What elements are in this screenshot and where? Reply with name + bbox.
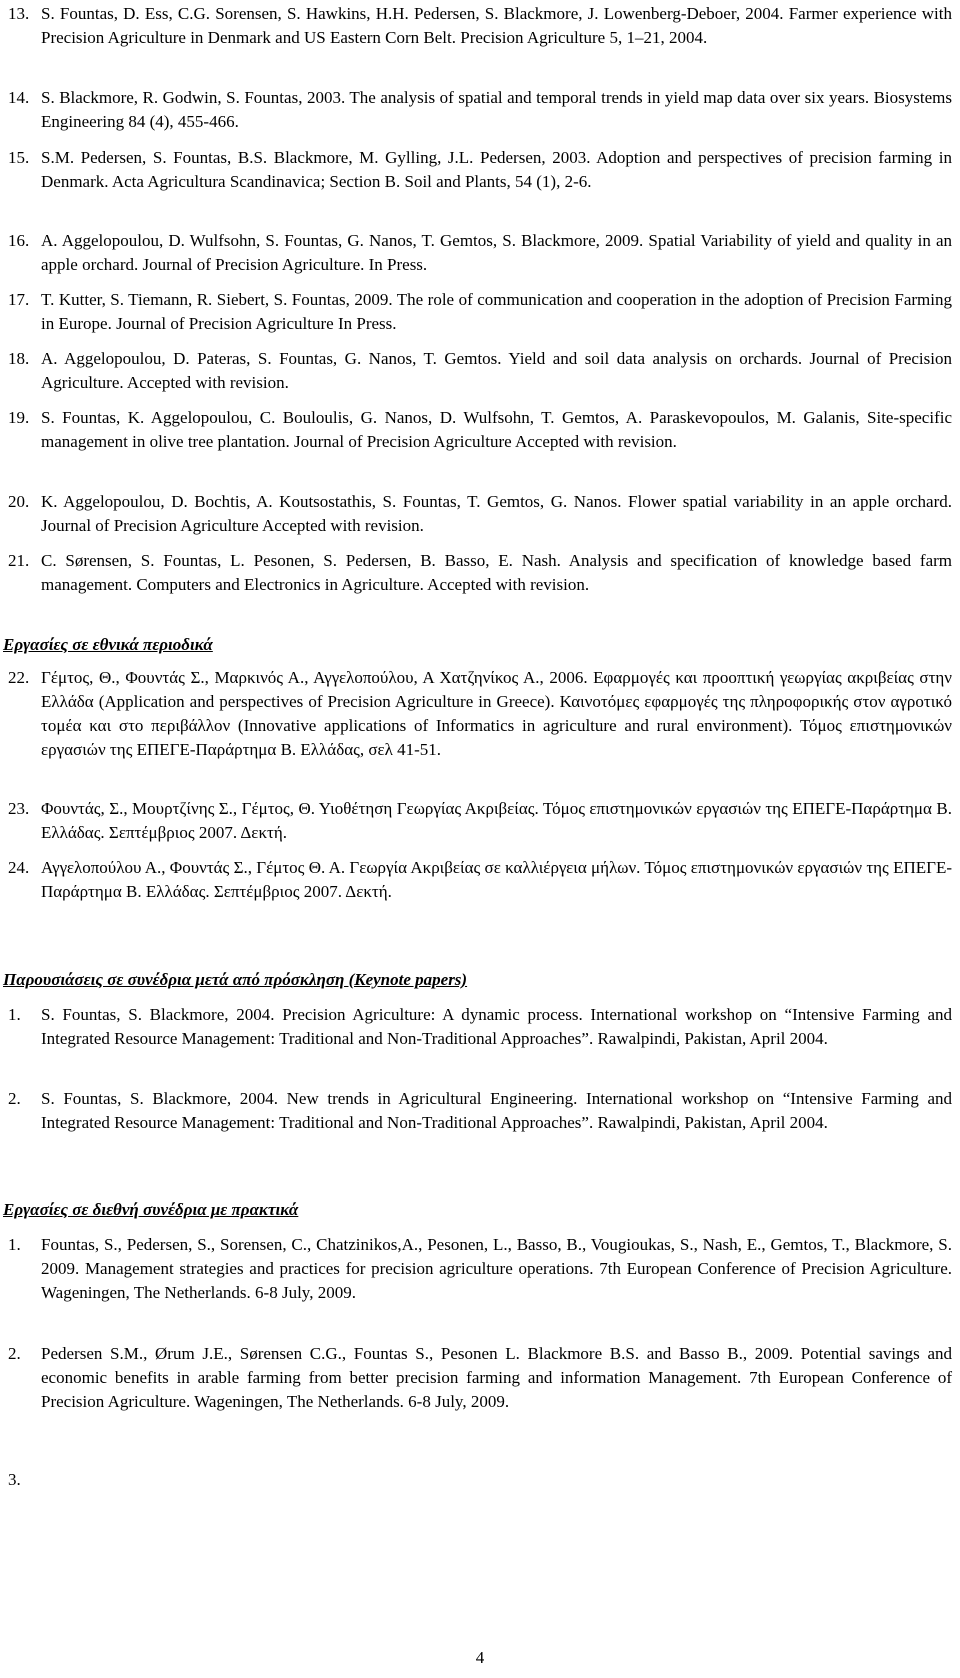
reference-text: S. Fountas, K. Aggelopoulou, C. Bouloulis, G. Nanos, D. Wulfsohn, T. Gemtos, A. Paraskevopoulos, M. Galanis, Site-specific management in olive tree plantation. Journal of Precision Agriculture Accepted with revision. [41, 408, 952, 451]
reference-number: 2. [8, 1089, 21, 1108]
section-heading-keynote-papers: Παρουσιάσεις σε συνέδρια μετά από πρόσκληση (Keynote papers) [3, 970, 468, 989]
reference-number: 15. [8, 148, 30, 167]
reference-text: S. Fountas, S. Blackmore, 2004. New trends in Agricultural Engineering. International workshop on “Intensive Farming and Integrated Resource Management: Traditional and Non-Traditional Approaches”. Rawalpindi, Pakistan, April 2004. [41, 1089, 952, 1132]
reference-item [8, 146, 952, 194]
reference-item [8, 288, 952, 336]
reference-item [8, 229, 952, 277]
reference-item [8, 797, 952, 845]
reference-number: 2. [8, 1344, 21, 1363]
reference-number: 17. [8, 290, 30, 309]
reference-text: T. Kutter, S. Tiemann, R. Siebert, S. Fountas, 2009. The role of communication and cooperation in the adoption of Precision Farming in Europe. Journal of Precision Agriculture In Press. [41, 290, 952, 333]
reference-item [8, 1087, 952, 1135]
reference-number: 21. [8, 551, 30, 570]
reference-text: Fountas, S., Pedersen, S., Sorensen, C., Chatzinikos,A., Pesonen, L., Basso, B., Vougioukas, S., Nash, E., Gemtos, T., Blackmore, S. 2009. Management strategies and practices for precision agriculture operations. 7th European Conference of Precision Agriculture. Wageningen, The Netherlands. 6-8 July, 2009. [41, 1235, 952, 1302]
reference-number: 14. [8, 88, 30, 107]
section-heading-international-conferences: Εργασίες σε διεθνή συνέδρια με πρακτικά [3, 1200, 299, 1219]
reference-text: Φουντάς, Σ., Μουρτζίνης Σ., Γέμτος, Θ. Υιοθέτηση Γεωργίας Ακριβείας. Τόμος επιστημονικών εργασιών της ΕΠΕΓΕ-Παράρτημα Β. Ελλάδας. Σεπτέμβριος 2007. Δεκτή. [41, 799, 952, 842]
reference-number: 19. [8, 408, 30, 427]
reference-text: Γέμτος, Θ., Φουντάς Σ., Μαρκινός Α., Αγγελοπούλου, Α Χατζηνίκος Α., 2006. Εφαρμογές και προοπτική γεωργίας ακριβείας στην Ελλάδα (Application and perspectives of Precision Agriculture in Greece). Καινοτόμες εφαρμογές της πληροφορικής στον αγροτικό τομέα και στο περιβάλλον (Innovative applications of Informatics in agriculture and rural environment). Τόμος επιστημονικών εργασιών της ΕΠΕΓΕ-Παράρτημα Β. Ελλάδας, σελ 41-51. [41, 668, 952, 759]
reference-text: S. Blackmore, R. Godwin, S. Fountas, 2003. The analysis of spatial and temporal trends in yield map data over six years. Biosystems Engineering 84 (4), 455-466. [41, 88, 952, 131]
reference-number: 18. [8, 349, 30, 368]
reference-number: 22. [8, 668, 30, 687]
reference-item [8, 1342, 952, 1414]
reference-number: 16. [8, 231, 30, 250]
reference-item [8, 549, 952, 597]
reference-item [8, 490, 952, 538]
reference-item [8, 86, 952, 134]
reference-text: A. Aggelopoulou, D. Pateras, S. Fountas, G. Nanos, T. Gemtos. Yield and soil data analysis on orchards. Journal of Precision Agriculture. Accepted with revision. [41, 349, 952, 392]
reference-item [8, 2, 952, 50]
reference-number: 20. [8, 492, 30, 511]
reference-number: 13. [8, 4, 30, 23]
reference-text: S.M. Pedersen, S. Fountas, B.S. Blackmore, M. Gylling, J.L. Pedersen, 2003. Adoption and perspectives of precision farming in Denmark. Acta Agricultura Scandinavica; Section B. Soil and Plants, 54 (1), 2-6. [41, 148, 952, 191]
reference-number: 1. [8, 1005, 21, 1024]
reference-number: 23. [8, 799, 30, 818]
reference-text: K. Aggelopoulou, D. Bochtis, A. Koutsostathis, S. Fountas, T. Gemtos, G. Nanos. Flower spatial variability in an apple orchard. Journal of Precision Agriculture Accepted with revision. [41, 492, 952, 535]
reference-item [8, 406, 952, 454]
reference-item [8, 856, 952, 904]
section-heading-national-journals: Εργασίες σε εθνικά περιοδικά [3, 635, 213, 654]
reference-number: 3. [8, 1470, 21, 1489]
reference-number: 1. [8, 1235, 21, 1254]
reference-text: Αγγελοπούλου Α., Φουντάς Σ., Γέμτος Θ. Α. Γεωργία Ακριβείας σε καλλιέργεια μήλων. Τόμος επιστημονικών εργασιών της ΕΠΕΓΕ-Παράρτημα Β. Ελλάδας. Σεπτέμβριος 2007. Δεκτή. [41, 858, 952, 901]
reference-item [8, 666, 952, 762]
reference-text: S. Fountas, D. Ess, C.G. Sorensen, S. Hawkins, H.H. Pedersen, S. Blackmore, J. Lowenberg-Deboer, 2004. Farmer experience with Precision Agriculture in Denmark and US Eastern Corn Belt. Precision Agriculture 5, 1–21, 2004. [41, 4, 952, 47]
reference-item [8, 1003, 952, 1051]
reference-number: 24. [8, 858, 30, 877]
reference-item [8, 347, 952, 395]
page-number: 4 [475, 1648, 485, 1667]
reference-text: A. Aggelopoulou, D. Wulfsohn, S. Fountas, G. Nanos, T. Gemtos, S. Blackmore, 2009. Spatial Variability of yield and quality in an apple orchard. Journal of Precision Agriculture. In Press. [41, 231, 952, 274]
reference-text: Pedersen S.M., Ørum J.E., Sørensen C.G., Fountas S., Pesonen L. Blackmore B.S. and Basso B., 2009. Potential savings and economic benefits in arable farming from better precision farming and information Management. 7th European Conference of Precision Agriculture. Wageningen, The Netherlands. 6-8 July, 2009. [41, 1344, 952, 1411]
reference-text: C. Sørensen, S. Fountas, L. Pesonen, S. Pedersen, B. Basso, E. Nash. Analysis and specification of knowledge based farm management. Computers and Electronics in Agriculture. Accepted with revision. [41, 551, 952, 594]
reference-item [8, 1233, 952, 1305]
reference-text: S. Fountas, S. Blackmore, 2004. Precision Agriculture: A dynamic process. International workshop on “Intensive Farming and Integrated Resource Management: Traditional and Non-Traditional Approaches”. Rawalpindi, Pakistan, April 2004. [41, 1005, 952, 1048]
